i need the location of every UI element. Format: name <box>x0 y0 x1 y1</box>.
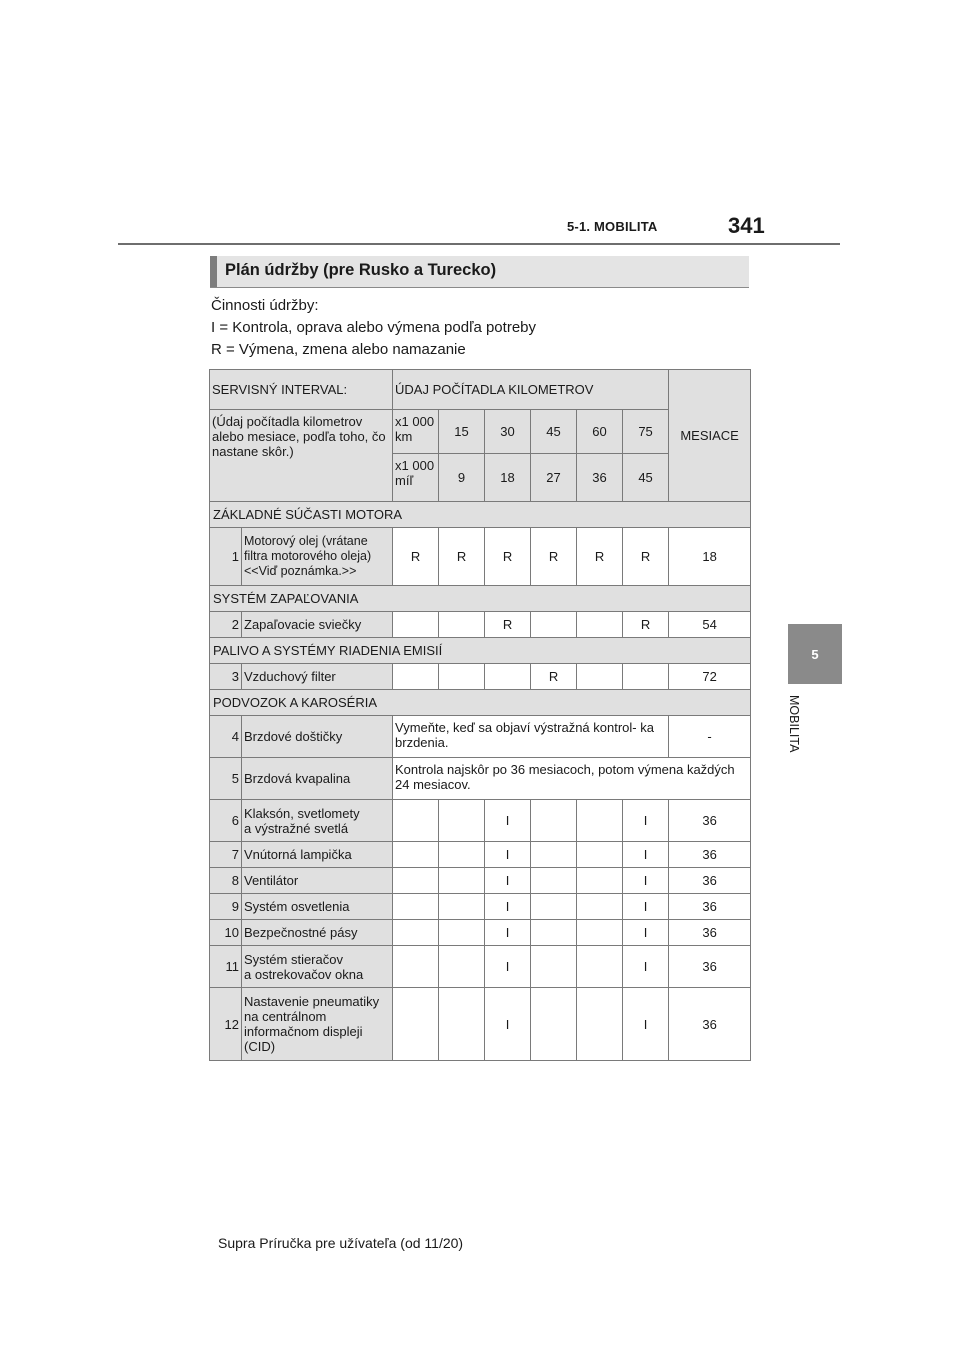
table-row <box>210 800 751 842</box>
item-number: 9 <box>210 894 242 920</box>
interval-cell <box>531 612 577 638</box>
interval-cell <box>577 894 623 920</box>
interval-cell <box>439 842 485 868</box>
interval-cell <box>439 894 485 920</box>
interval-cell <box>623 664 669 690</box>
interval-cell <box>439 868 485 894</box>
footer-text: Supra Príručka pre užívateľa (od 11/20) <box>218 1235 464 1251</box>
item-number: 10 <box>210 920 242 946</box>
interval-cell <box>577 868 623 894</box>
item-number: 3 <box>210 664 242 690</box>
item-number: 12 <box>210 988 242 1061</box>
table-row <box>210 894 751 920</box>
interval-cell <box>393 800 439 842</box>
chapter-label: MOBILITA <box>787 695 801 753</box>
intro-line-3: R = Výmena, zmena alebo namazanie <box>211 341 466 358</box>
months-cell: - <box>669 716 751 758</box>
months-cell: 36 <box>669 842 751 868</box>
category-chassis: PODVOZOK A KAROSÉRIA <box>210 690 751 716</box>
title-accent-bar <box>210 256 217 287</box>
chapter-tab[interactable] <box>788 624 842 684</box>
interval-cell <box>531 868 577 894</box>
interval-cell <box>439 664 485 690</box>
interval-cell <box>439 612 485 638</box>
header-rule <box>118 243 840 245</box>
intro-line-1: Činnosti údržby: <box>211 297 319 314</box>
category-ignition: SYSTÉM ZAPAĽOVANIA <box>210 586 751 612</box>
months-cell: 36 <box>669 800 751 842</box>
mi-value: 9 <box>439 454 485 502</box>
table-row <box>210 528 751 586</box>
intro-line-2: I = Kontrola, oprava alebo výmena podľa potreby <box>211 319 536 336</box>
interval-cell <box>531 894 577 920</box>
mi-value: 36 <box>577 454 623 502</box>
item-name-line: filtra motorového oleja) <box>244 549 372 563</box>
item-number: 6 <box>210 800 242 842</box>
table-row <box>210 920 751 946</box>
interval-cell <box>531 920 577 946</box>
interval-cell <box>577 842 623 868</box>
months-cell: 36 <box>669 894 751 920</box>
category-row <box>210 502 751 528</box>
item-name: Vnútorná lampička <box>242 842 393 868</box>
item-name: Brzdová kvapalina <box>242 758 393 800</box>
item-name-line: Systém stieračov <box>244 951 343 967</box>
item-name: Systém osvetlenia <box>242 894 393 920</box>
interval-cell <box>531 842 577 868</box>
odometer-header: ÚDAJ POČÍTADLA KILOMETROV <box>393 370 669 410</box>
months-cell: 18 <box>669 528 751 586</box>
section-title <box>210 256 749 288</box>
item-name: Bezpečnostné pásy <box>242 920 393 946</box>
interval-cell <box>531 988 577 1061</box>
interval-cell: R <box>393 528 439 586</box>
interval-cell <box>577 800 623 842</box>
chapter-number: 5 <box>811 646 819 662</box>
table-row <box>210 842 751 868</box>
interval-cell: R <box>485 528 531 586</box>
interval-cell <box>439 800 485 842</box>
interval-cell: I <box>485 894 531 920</box>
interval-cell: I <box>623 946 669 988</box>
table-row <box>210 988 751 1061</box>
mi-value: 27 <box>531 454 577 502</box>
interval-cell: I <box>485 800 531 842</box>
item-number: 8 <box>210 868 242 894</box>
interval-note: (Údaj počítadla kilometrov alebo mesiace, podľa toho, čo nastane skôr.) <box>210 410 393 502</box>
km-value: 30 <box>485 410 531 454</box>
item-note: Vymeňte, keď sa objaví výstražná kontrol- ka brzdenia. <box>393 716 669 758</box>
km-value: 15 <box>439 410 485 454</box>
table-row <box>210 868 751 894</box>
interval-cell: I <box>485 842 531 868</box>
table-row <box>210 612 751 638</box>
interval-cell: I <box>485 946 531 988</box>
item-number: 11 <box>210 946 242 988</box>
interval-cell <box>577 946 623 988</box>
interval-cell: I <box>485 988 531 1061</box>
interval-cell: I <box>623 800 669 842</box>
interval-cell <box>393 988 439 1061</box>
interval-cell <box>393 664 439 690</box>
item-name-line: a výstražné svetlá <box>244 820 349 836</box>
interval-cell: R <box>623 612 669 638</box>
interval-cell <box>439 988 485 1061</box>
table-row <box>210 758 751 800</box>
months-cell: 36 <box>669 920 751 946</box>
item-number: 5 <box>210 758 242 800</box>
item-name: Vzduchový filter <box>242 664 393 690</box>
interval-cell <box>531 800 577 842</box>
interval-cell <box>439 920 485 946</box>
item-name <box>242 800 393 842</box>
months-cell: 36 <box>669 868 751 894</box>
interval-cell <box>577 664 623 690</box>
km-unit: x1 000 km <box>393 410 439 454</box>
category-row <box>210 586 751 612</box>
km-value: 60 <box>577 410 623 454</box>
km-value: 75 <box>623 410 669 454</box>
months-cell: 36 <box>669 946 751 988</box>
months-cell: 36 <box>669 988 751 1061</box>
item-name: Nastavenie pneumatiky na centrálnom informačnom displeji (CID) <box>242 988 393 1061</box>
interval-cell <box>393 842 439 868</box>
interval-cell <box>577 612 623 638</box>
item-number: 1 <box>210 528 242 586</box>
interval-cell: R <box>485 612 531 638</box>
item-number: 2 <box>210 612 242 638</box>
interval-cell: I <box>623 842 669 868</box>
interval-cell: I <box>485 920 531 946</box>
interval-cell <box>577 920 623 946</box>
interval-cell: I <box>485 868 531 894</box>
item-name-line: a ostrekovačov okna <box>244 966 364 982</box>
mi-value: 45 <box>623 454 669 502</box>
interval-cell: R <box>577 528 623 586</box>
chapter-side-label <box>783 695 805 775</box>
interval-cell <box>531 946 577 988</box>
item-number: 7 <box>210 842 242 868</box>
interval-cell: I <box>623 920 669 946</box>
item-name <box>242 946 393 988</box>
item-note: Kontrola najskôr po 36 mesiacoch, potom výmena každých 24 mesiacov. <box>393 758 751 800</box>
section-title-text: Plán údržby (pre Rusko a Turecko) <box>225 261 497 279</box>
interval-cell: R <box>623 528 669 586</box>
item-name: Brzdové doštičky <box>242 716 393 758</box>
interval-cell <box>393 612 439 638</box>
interval-cell <box>485 664 531 690</box>
interval-cell <box>393 946 439 988</box>
category-row <box>210 690 751 716</box>
interval-cell: R <box>531 664 577 690</box>
category-fuel: PALIVO A SYSTÉMY RIADENIA EMISIÍ <box>210 638 751 664</box>
interval-cell: I <box>623 894 669 920</box>
table-row <box>210 716 751 758</box>
interval-cell <box>393 920 439 946</box>
interval-cell: I <box>623 988 669 1061</box>
interval-cell <box>393 868 439 894</box>
table-row <box>210 664 751 690</box>
table-header-row <box>210 370 751 410</box>
category-engine: ZÁKLADNÉ SÚČASTI MOTORA <box>210 502 751 528</box>
service-interval-header: SERVISNÝ INTERVAL: <box>210 370 393 410</box>
item-number: 4 <box>210 716 242 758</box>
interval-cell <box>577 988 623 1061</box>
interval-cell: R <box>531 528 577 586</box>
item-name: Zapaľovacie sviečky <box>242 612 393 638</box>
interval-cell <box>439 946 485 988</box>
page-number: 341 <box>728 213 765 238</box>
interval-cell: R <box>439 528 485 586</box>
item-name-line: Motorový olej (vrátane <box>244 534 368 548</box>
table-row <box>210 946 751 988</box>
mi-value: 18 <box>485 454 531 502</box>
months-header: MESIACE <box>669 370 751 502</box>
category-row <box>210 638 751 664</box>
months-cell: 54 <box>669 612 751 638</box>
item-name: Ventilátor <box>242 868 393 894</box>
item-name-line: Klaksón, svetlomety <box>244 805 360 821</box>
months-cell: 72 <box>669 664 751 690</box>
interval-cell: I <box>623 868 669 894</box>
section-label: 5-1. MOBILITA <box>567 219 658 234</box>
mi-unit: x1 000 míľ <box>393 454 439 502</box>
item-name <box>242 528 393 586</box>
maintenance-table <box>209 369 751 1061</box>
km-value: 45 <box>531 410 577 454</box>
interval-cell <box>393 894 439 920</box>
item-name-line: <<Viď poznámka.>> <box>244 564 357 578</box>
